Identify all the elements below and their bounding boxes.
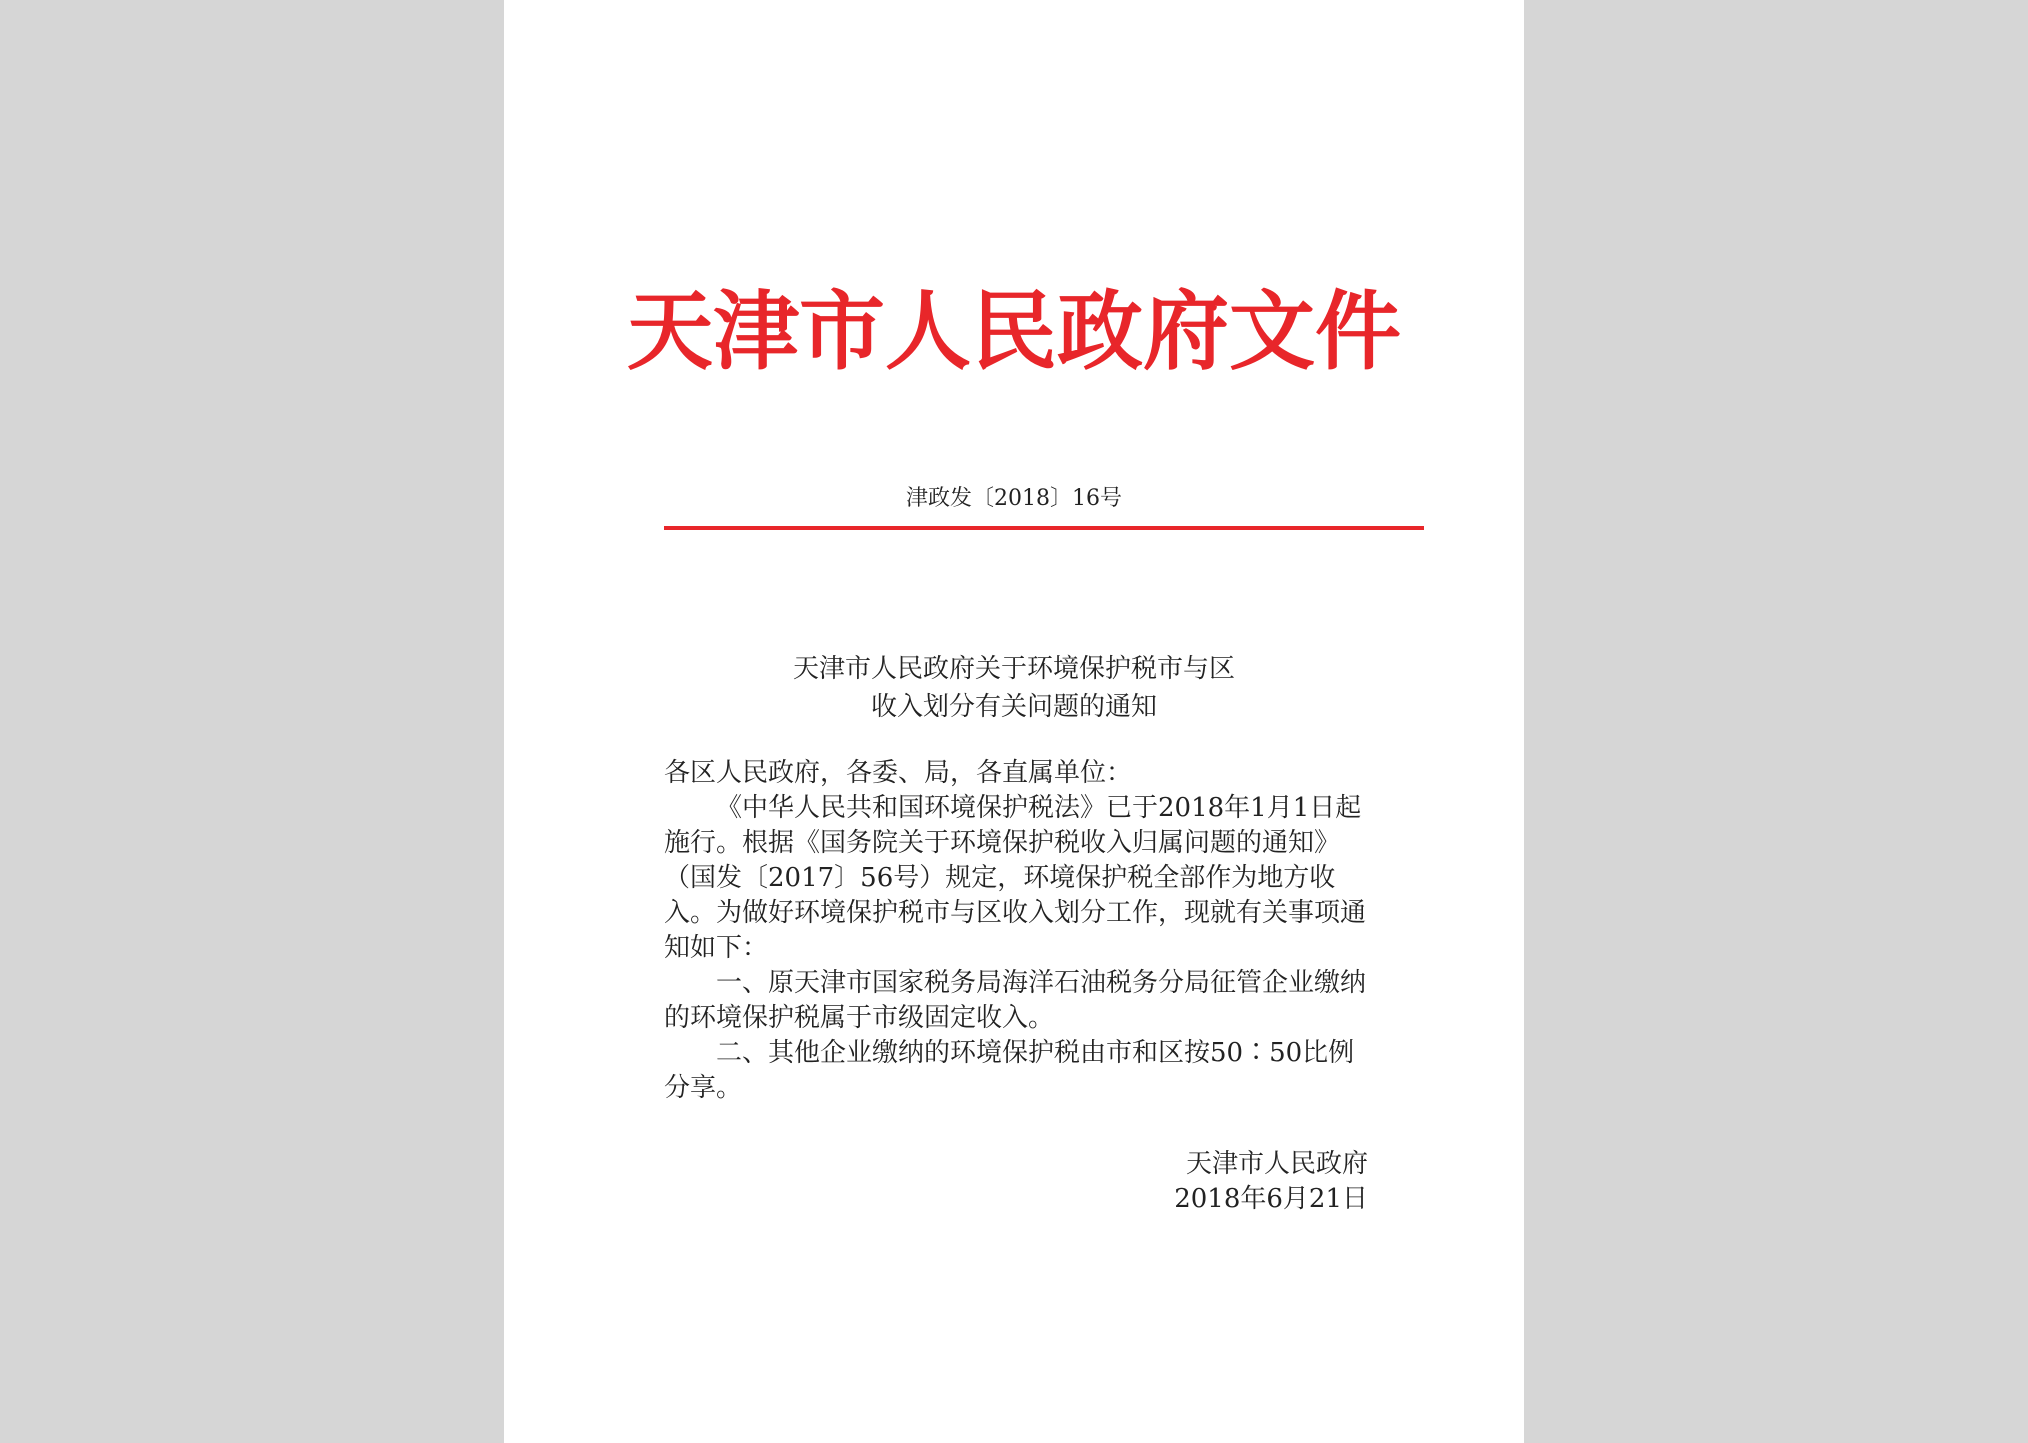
- body-paragraph: 二、其他企业缴纳的环境保护税由市和区按50∶50比例分享。: [664, 1038, 1355, 1103]
- document-title-line-1: 天津市人民政府关于环境保护税市与区: [792, 654, 1235, 684]
- red-divider-line: [664, 526, 1424, 530]
- document-title: [504, 650, 1524, 726]
- document-page: [504, 0, 1524, 1443]
- document-masthead: 天津市人民政府文件: [627, 281, 1401, 382]
- salutation: 各区人民政府，各委、局，各直属单位：: [664, 758, 1133, 788]
- document-number: 津政发〔2018〕16号: [906, 486, 1122, 511]
- document-title-line-2: 收入划分有关问题的通知: [870, 692, 1157, 722]
- signature-organization: 天津市人民政府: [1185, 1149, 1368, 1179]
- body-paragraph: 《中华人民共和国环境保护税法》已于2018年1月1日起施行。根据《国务院关于环境保护税收入归属问题的通知》（国发〔2017〕56号）规定，环境保护税全部作为地方收入。为做好环境保护税市与区收入划分工作，现就有关事项通知如下：: [664, 793, 1367, 963]
- document-body: [664, 756, 1368, 1106]
- body-paragraph: 一、原天津市国家税务局海洋石油税务分局征管企业缴纳的环境保护税属于市级固定收入。: [664, 968, 1367, 1033]
- signature-date: 2018年6月21日: [1174, 1184, 1368, 1214]
